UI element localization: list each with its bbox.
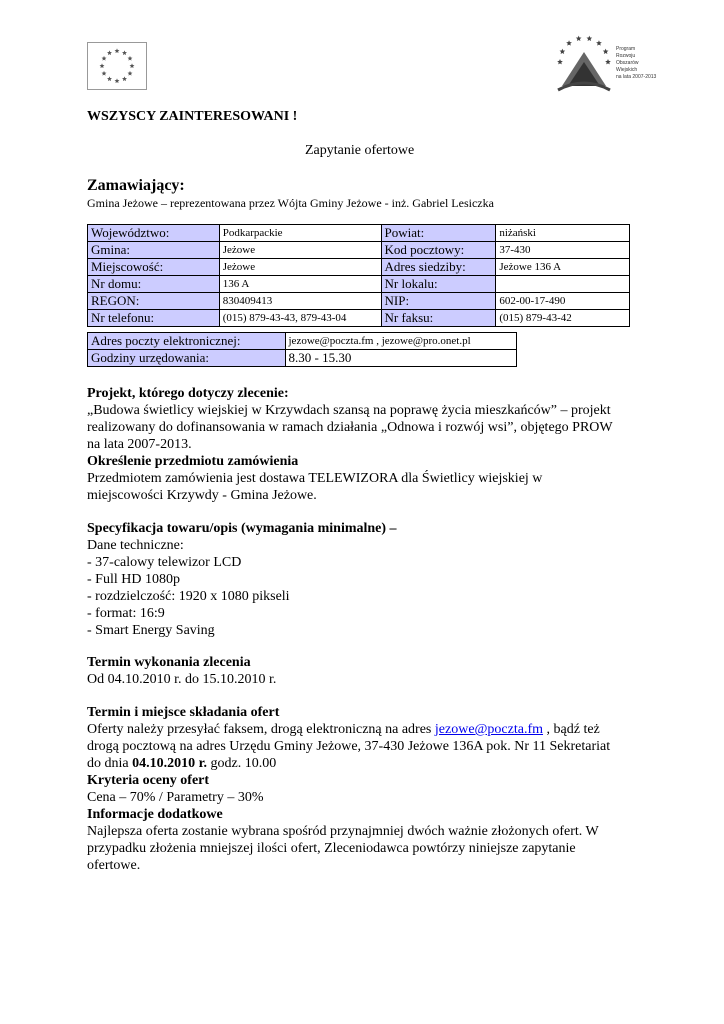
email-link[interactable]: jezowe@poczta.fm [434,722,544,737]
field-value: 136 A [219,276,381,293]
offers-heading: Termin i miejsce składania ofert [87,705,280,720]
offers-line: do dnia 04.10.2010 r. godz. 10.00 [87,756,277,771]
field-value: jezowe@poczta.fm , jezowe@pro.onet.pl [285,333,517,350]
orderer-heading: Zamawiający: [87,177,185,194]
field-value: (015) 879-43-43, 879-43-04 [219,310,381,327]
field-value: Jeżowe [219,259,381,276]
spec-line: - format: 16:9 [87,606,165,621]
offers-line: drogą pocztową na adres Urzędu Gminy Jeżowe, 37-430 Jeżowe 136A pok. Nr 11 Sekretariat [87,739,611,754]
field-label: Nr telefonu: [88,310,220,327]
spec-heading: Specyfikacja towaru/opis (wymagania minimalne) – [87,521,397,536]
additional-heading: Informacje dodatkowe [87,807,223,822]
field-label: Gmina: [88,242,220,259]
field-value: 602-00-17-490 [496,293,630,310]
orderer-text: Gmina Jeżowe – reprezentowana przez Wójta Gminy Jeżowe - inż. Gabriel Lesiczka [87,196,494,210]
field-label: Powiat: [381,225,496,242]
deadline-text: Od 04.10.2010 r. do 15.10.2010 r. [87,672,277,687]
field-value: 8.30 - 15.30 [285,350,517,367]
eu-flag-icon [87,42,147,90]
field-label: NIP: [381,293,496,310]
deadline-section [87,654,637,688]
table-row [88,276,630,293]
field-value: 37-430 [496,242,630,259]
project-line: realizowany do dofinansowania w ramach działania „Odnowa i rozwój wsi”, objętego PROW [87,420,613,435]
offers-section [87,704,637,874]
offer-date: 04.10.2010 r. [132,756,208,771]
additional-line: przypadku złożenia mniejszej ilości ofert, Zleceniodawca powtórzy niniejsze zapytanie [87,841,576,856]
spec-line: - 37-calowy telewizor LCD [87,555,242,570]
offers-line: Oferty należy przesyłać faksem, drogą elektroniczną na adres jezowe@poczta.fm , bądź też [87,722,600,737]
table-row [88,333,517,350]
project-line: „Budowa świetlicy wiejskiej w Krzywdach szansą na poprawę życia mieszkańców” – projekt [87,403,611,418]
subject-line: Przedmiotem zamówienia jest dostawa TELEWIZORA dla Świetlicy wiejskiej w [87,471,543,486]
project-heading: Projekt, którego dotyczy zlecenie: [87,386,289,401]
field-label: Nr faksu: [381,310,496,327]
field-value: Jeżowe 136 A [496,259,630,276]
field-value: Podkarpackie [219,225,381,242]
field-label: Adres poczty elektronicznej: [88,333,286,350]
field-label: Nr lokalu: [381,276,496,293]
info-table [87,224,630,327]
field-label: Godziny urzędowania: [88,350,286,367]
spec-line: Dane techniczne: [87,538,184,553]
field-label: Województwo: [88,225,220,242]
criteria-heading: Kryteria oceny ofert [87,773,210,788]
prow-logo-text: Program Rozwoju Obszarów Wiejskich na lata 2007-2013 [616,46,657,80]
deadline-heading: Termin wykonania zlecenia [87,655,251,670]
spec-section [87,520,637,639]
field-label: Adres siedziby: [381,259,496,276]
field-label: Miejscowość: [88,259,220,276]
spec-line: - Smart Energy Saving [87,623,215,638]
additional-line: Najlepsza oferta zostanie wybrana spośród przynajmniej dwóch ważnie złożonych ofert. W [87,824,599,839]
field-label: Nr domu: [88,276,220,293]
table-row [88,293,630,310]
field-value: Jeżowe [219,242,381,259]
criteria-text: Cena – 70% / Parametry – 30% [87,790,264,805]
field-value [496,276,630,293]
field-label: REGON: [88,293,220,310]
table-row [88,310,630,327]
project-section [87,385,637,504]
info-table-contact [87,332,517,367]
table-row [88,350,517,367]
field-value: niżański [496,225,630,242]
additional-line: ofertowe. [87,858,141,873]
doc-title: Zapytanie ofertowe [305,143,415,158]
project-line: na lata 2007-2013. [87,437,192,452]
prow-logo-icon [554,32,670,94]
addressee: WSZYSCY ZAINTERESOWANI ! [87,109,298,124]
spec-line: - rozdzielczość: 1920 x 1080 pikseli [87,589,290,604]
subject-heading: Określenie przedmiotu zamówienia [87,454,299,469]
table-row [88,259,630,276]
table-row [88,242,630,259]
spec-line: - Full HD 1080p [87,572,180,587]
field-value: (015) 879-43-42 [496,310,630,327]
subject-line: miejscowości Krzywdy - Gmina Jeżowe. [87,488,317,503]
field-label: Kod pocztowy: [381,242,496,259]
field-value: 830409413 [219,293,381,310]
table-row [88,225,630,242]
